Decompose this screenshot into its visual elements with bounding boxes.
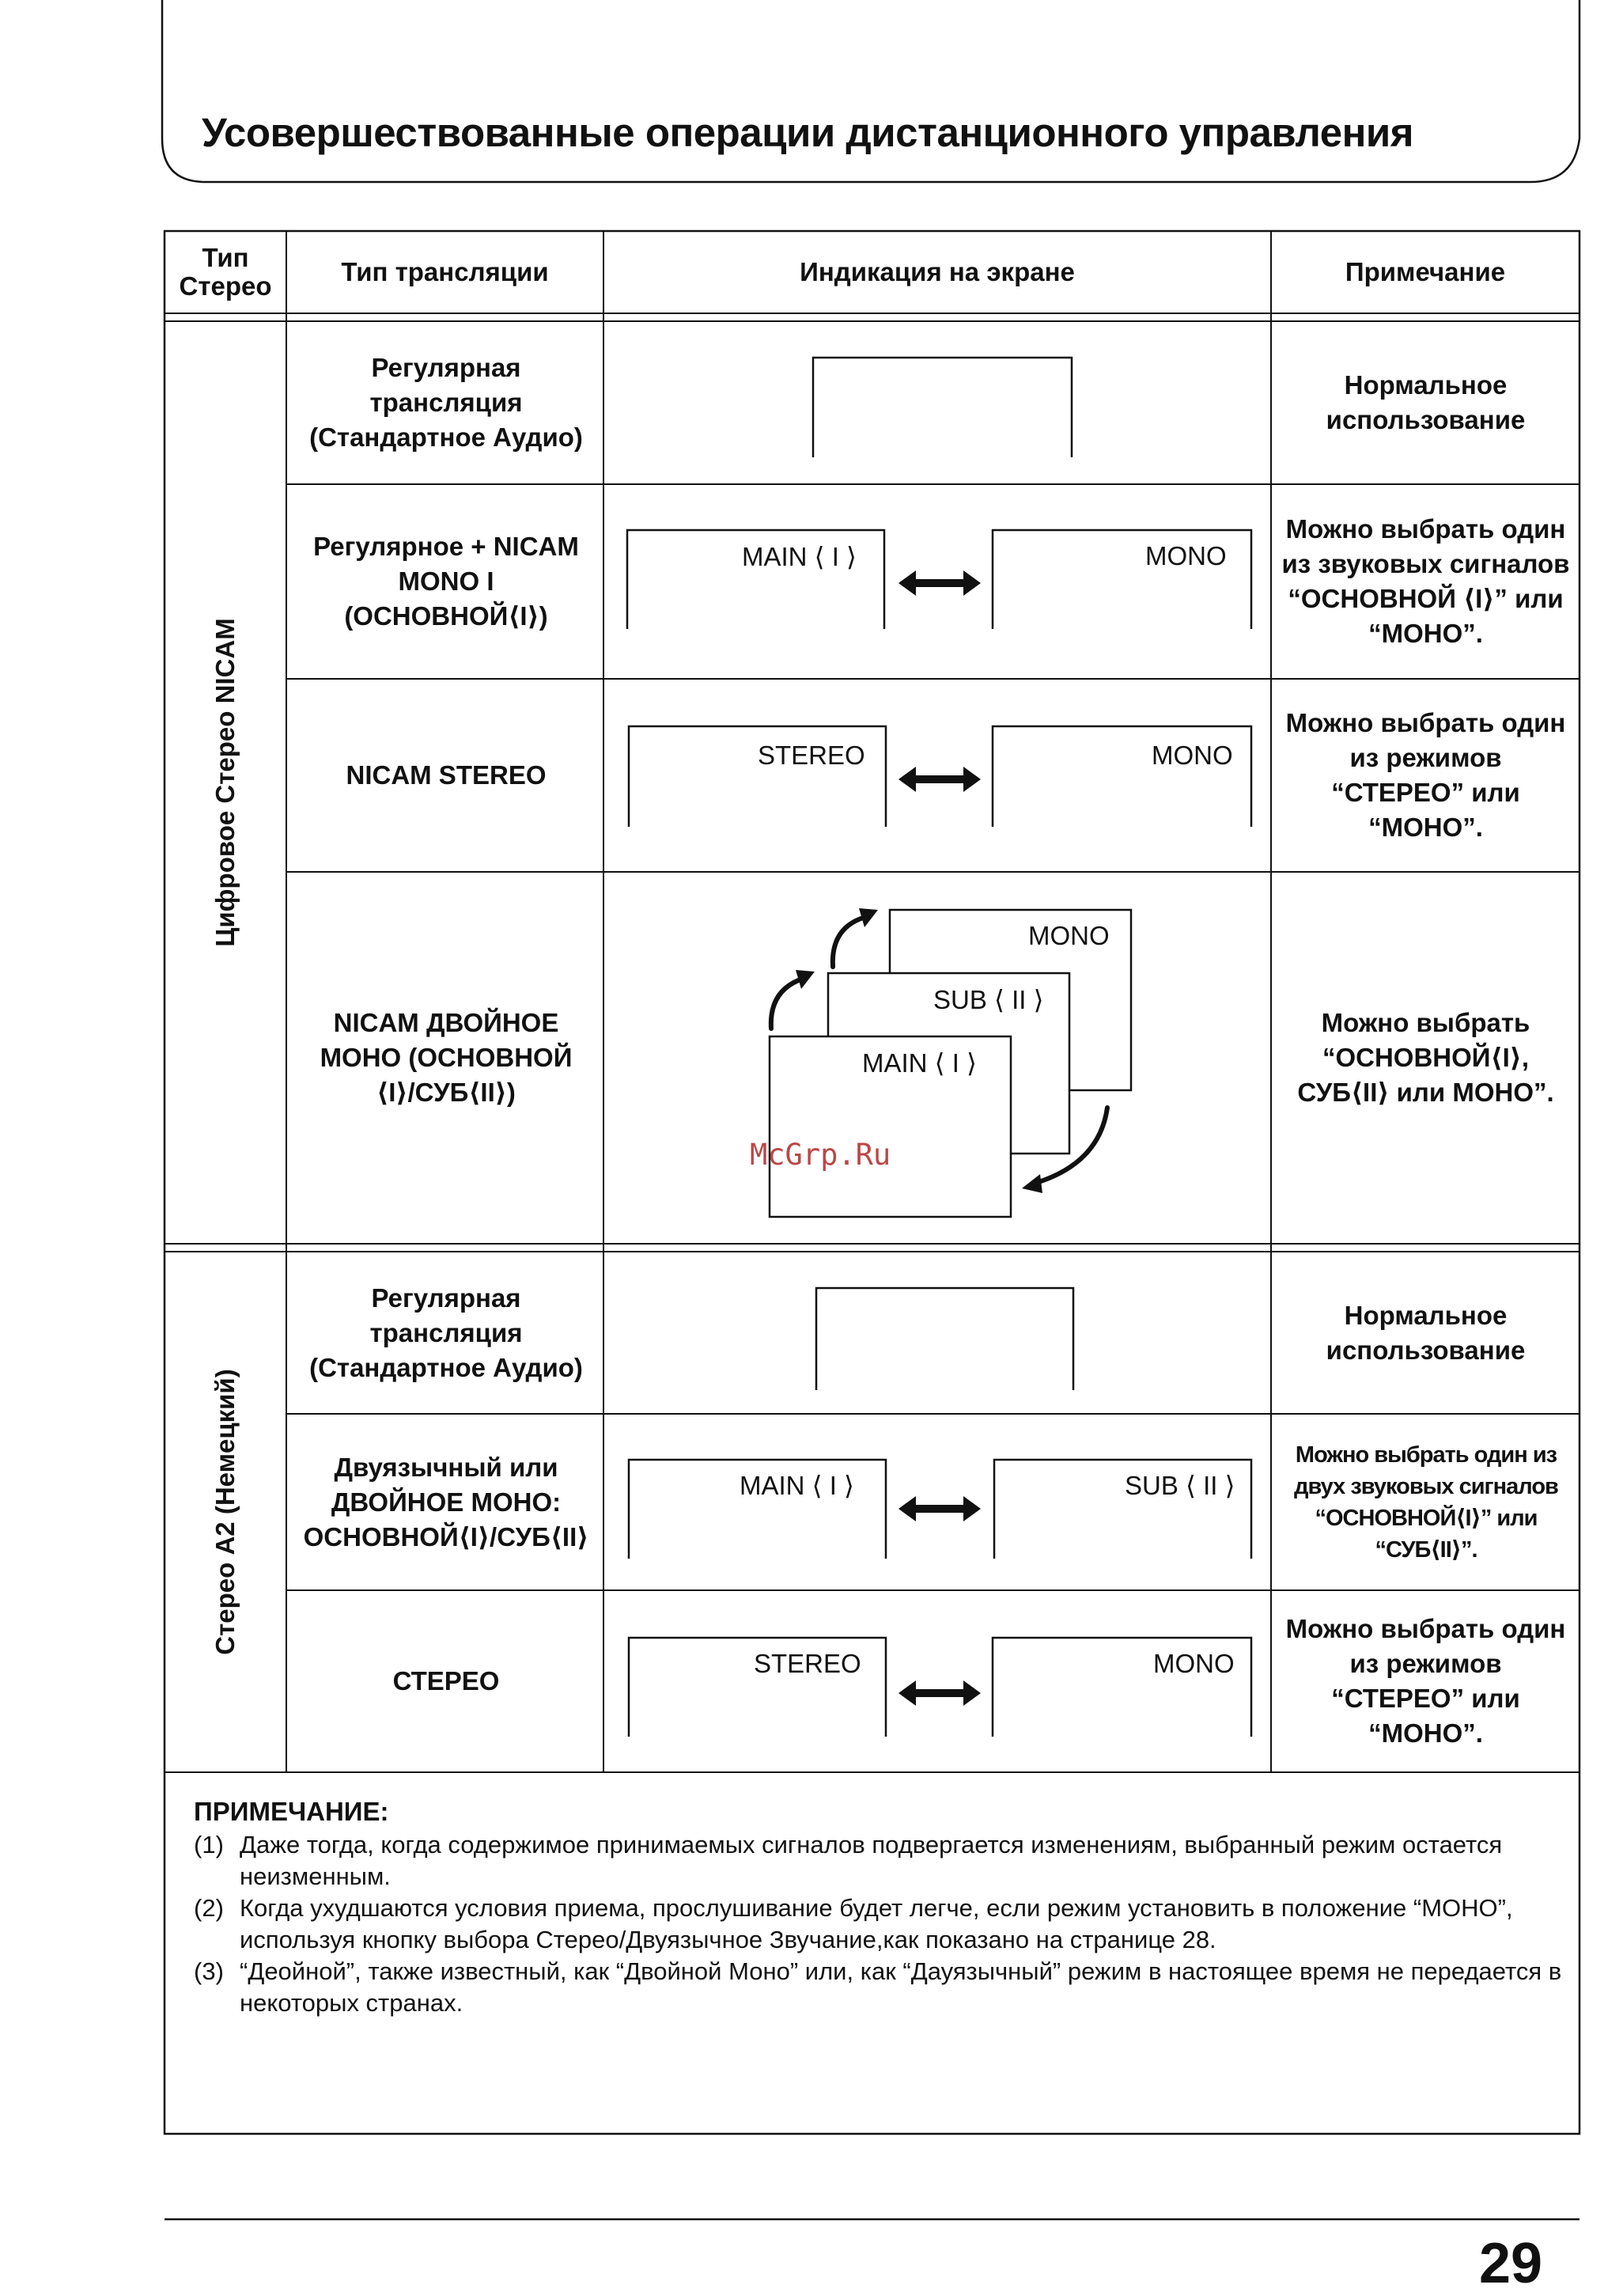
group-nicam-label: Цифровое Стерео NICAM bbox=[210, 618, 240, 947]
row4-broadcast: NICAM ДВОЙНОЕ МОНО (ОСНОВНОЙ ⟨I⟩/СУБ⟨II⟩) bbox=[320, 1008, 573, 1107]
row6-note: Можно выбрать один из двух звуковых сигналов “ОСНОВНОЙ⟨I⟩” или “СУБ⟨II⟩”. bbox=[1294, 1442, 1558, 1563]
row6-screen-left-text: MAIN ⟨ I ⟩ bbox=[740, 1471, 854, 1500]
note-text: Даже тогда, когда содержимое принимаемых сигналов подвергается изменениям, выбранный режим остается неизменным. bbox=[240, 1831, 1503, 1890]
row4-note: Можно выбрать “ОСНОВНОЙ⟨I⟩, СУБ⟨II⟩ или МОНО”. bbox=[1297, 1008, 1554, 1107]
row4-screen-main-text: MAIN ⟨ I ⟩ bbox=[862, 1048, 977, 1078]
row2-broadcast: Регулярное + NICAM MONO I (ОСНОВНОЙ⟨I⟩) bbox=[313, 532, 579, 631]
screen-row1 bbox=[813, 358, 1072, 457]
note-item bbox=[194, 1892, 1562, 1956]
notes-heading: ПРИМЕЧАНИЕ: bbox=[194, 1797, 389, 1826]
row4-screen-mono-text: MONO bbox=[1028, 921, 1110, 950]
page-title: Усовершествованные операции дистанционного управления bbox=[202, 110, 1414, 155]
group-a2-label: Стерео А2 (Немецкий) bbox=[210, 1369, 240, 1655]
header-broadcast-type: Тип трансляции bbox=[341, 257, 549, 286]
row2-screen-right-text: MONO bbox=[1145, 541, 1227, 570]
notes-section bbox=[194, 1796, 1562, 2019]
row4-screen-sub-text: SUB ⟨ II ⟩ bbox=[933, 985, 1044, 1014]
header-screen-display: Индикация на экране bbox=[800, 257, 1075, 286]
note-text: “Деойной”, также известный, как “Двойной Моно” или, как “Дауязычный” режим в настоящее время не передается в некоторых странах. bbox=[240, 1957, 1562, 2017]
row5-broadcast: Регулярная трансляция (Стандартное Аудио) bbox=[309, 1283, 583, 1382]
header-note: Примечание bbox=[1345, 257, 1506, 286]
header-stereo-type: Тип Стерео bbox=[179, 243, 272, 301]
row1-broadcast: Регулярная трансляция (Стандартное Аудио) bbox=[309, 353, 583, 452]
note-item bbox=[194, 1829, 1562, 1892]
note-number: (1) bbox=[194, 1831, 224, 1858]
row3-note: Можно выбрать один из режимов “СТЕРЕО” или “МОНО”. bbox=[1285, 708, 1566, 842]
screen-row5 bbox=[816, 1288, 1073, 1390]
row7-note: Можно выбрать один из режимов “СТЕРЕО” или “МОНО”. bbox=[1285, 1614, 1566, 1748]
note-text: Когда ухудшаются условия приема, прослушивание будет легче, если режим установить в положение “МОНО”, используя кнопку выбора Стерео/Двуязычное Звучание,как показано на странице 28. bbox=[240, 1894, 1513, 1953]
row6-screen-right-text: SUB ⟨ II ⟩ bbox=[1125, 1471, 1235, 1500]
row7-broadcast: СТЕРЕО bbox=[392, 1666, 500, 1695]
row2-note: Можно выбрать один из звуковых сигналов “ОСНОВНОЙ ⟨I⟩” или “МОНО”. bbox=[1281, 514, 1570, 648]
note-number: (2) bbox=[194, 1894, 224, 1922]
page-number: 29 bbox=[1479, 2232, 1543, 2295]
row1-note: Нормальное использование bbox=[1326, 370, 1526, 434]
row3-broadcast: NICAM STEREO bbox=[346, 760, 547, 790]
note-number: (3) bbox=[194, 1957, 224, 1985]
row3-screen-left-text: STEREO bbox=[758, 741, 865, 770]
row7-screen-left-text: STEREO bbox=[754, 1649, 861, 1678]
row6-broadcast: Двуязычный или ДВОЙНОЕ МОНО: ОСНОВНОЙ⟨I⟩/СУБ⟨II⟩ bbox=[303, 1452, 589, 1552]
watermark: McGrp.Ru bbox=[750, 1138, 891, 1172]
row5-note: Нормальное использование bbox=[1326, 1300, 1526, 1365]
note-item bbox=[194, 1956, 1562, 2019]
row2-screen-left-text: MAIN ⟨ I ⟩ bbox=[742, 542, 857, 571]
row7-screen-right-text: MONO bbox=[1153, 1649, 1235, 1678]
row3-screen-right-text: MONO bbox=[1152, 741, 1233, 770]
